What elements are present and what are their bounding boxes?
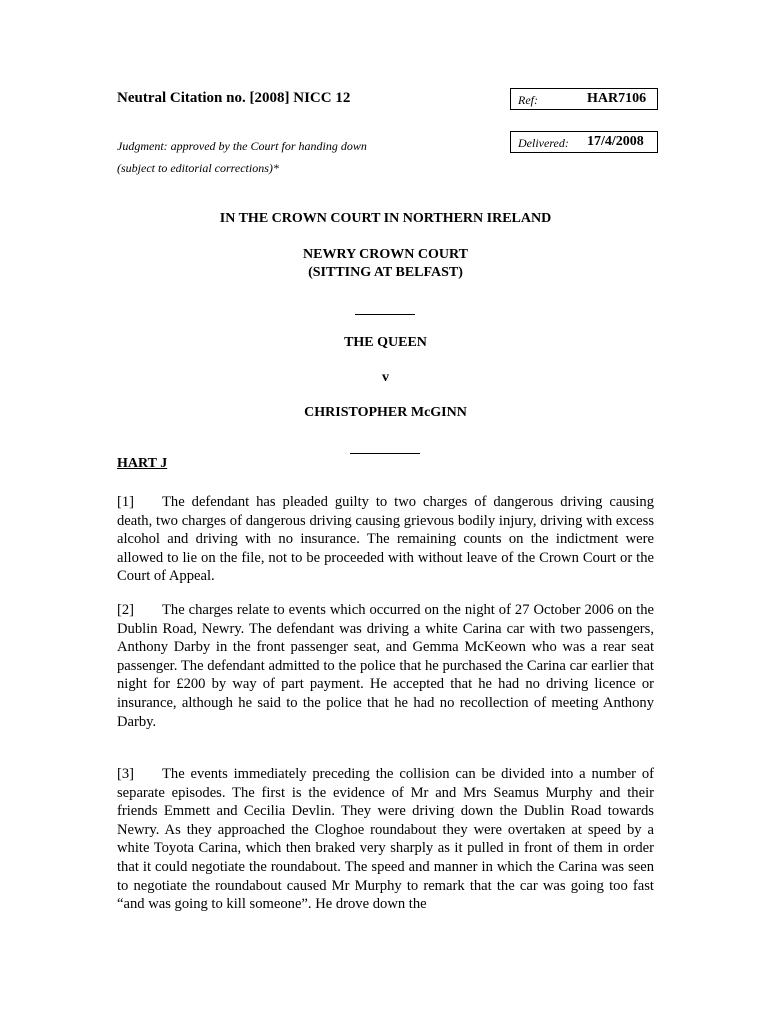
versus: v	[382, 370, 389, 385]
paragraph-text: The events immediately preceding the collision can be divided into a number of separate episodes. The first is the evidence of Mr and Mrs Seamus Murphy and their friends Emmett and Cecilia Devlin. They were driving down the Dublin Road towards Newry. As they approached the Cloghoe roundabout they were overtaken at speed by a white Toyota Carina, which then braked very sharply as it pulled in front of them in order that it could negotiate the roundabout. The speed and manner in which the Carina was seen to negotiate the roundabout caused Mr Murphy to remark that the car was going too fast “and was going to kill someone”. He drove down the	[117, 766, 654, 913]
divider-rule	[355, 314, 415, 315]
delivered-box	[510, 131, 658, 153]
paragraph-text: The defendant has pleaded guilty to two charges of dangerous driving causing death, two charges of dangerous driving causing grievous bodily injury, driving with excess alcohol and driving with no insurance. The remaining counts on the indictment were allowed to lie on the file, not to be proceeded with without leave of the Crown Court or the Court of Appeal.	[117, 494, 654, 585]
ref-label: Ref:	[518, 93, 538, 107]
party-defendant: CHRISTOPHER McGINN	[304, 405, 467, 420]
judge-name: HART J	[117, 456, 168, 471]
delivered-label: Delivered:	[518, 136, 569, 150]
paragraph-1	[117, 493, 654, 586]
ref-box	[510, 88, 658, 110]
paragraph-number: [2]	[117, 602, 135, 618]
paragraph-2	[117, 601, 654, 731]
paragraph-number: [1]	[117, 494, 135, 510]
approval-note-line2: (subject to editorial corrections)*	[117, 161, 279, 175]
party-prosecution: THE QUEEN	[344, 335, 427, 350]
paragraph-text: The charges relate to events which occurred on the night of 27 October 2006 on the Dublin Road, Newry. The defendant was driving a white Carina car with two passengers, Anthony Darby in the front passenger seat, and Gemma McKeown who was a rear seat passenger. The defendant admitted to the police that he purchased the Carina car earlier that night for £200 by way of part payment. He accepted that he had no driving licence or insurance, although he said to the police that he had no recollection of meeting Anthony Darby.	[117, 602, 654, 730]
approval-note	[117, 135, 367, 179]
approval-note-line1: Judgment: approved by the Court for handing down	[117, 139, 367, 153]
court-title: IN THE CROWN COURT IN NORTHERN IRELAND	[219, 211, 552, 226]
venue-line2: (SITTING AT BELFAST)	[308, 265, 463, 280]
ref-value: HAR7106	[587, 91, 647, 106]
venue-line1: NEWRY CROWN COURT	[303, 247, 468, 262]
divider-rule	[350, 453, 420, 454]
delivered-value: 17/4/2008	[587, 134, 644, 149]
neutral-citation: Neutral Citation no. [2008] NICC 12	[117, 90, 351, 106]
paragraph-3	[117, 765, 654, 914]
paragraph-number: [3]	[117, 766, 135, 782]
